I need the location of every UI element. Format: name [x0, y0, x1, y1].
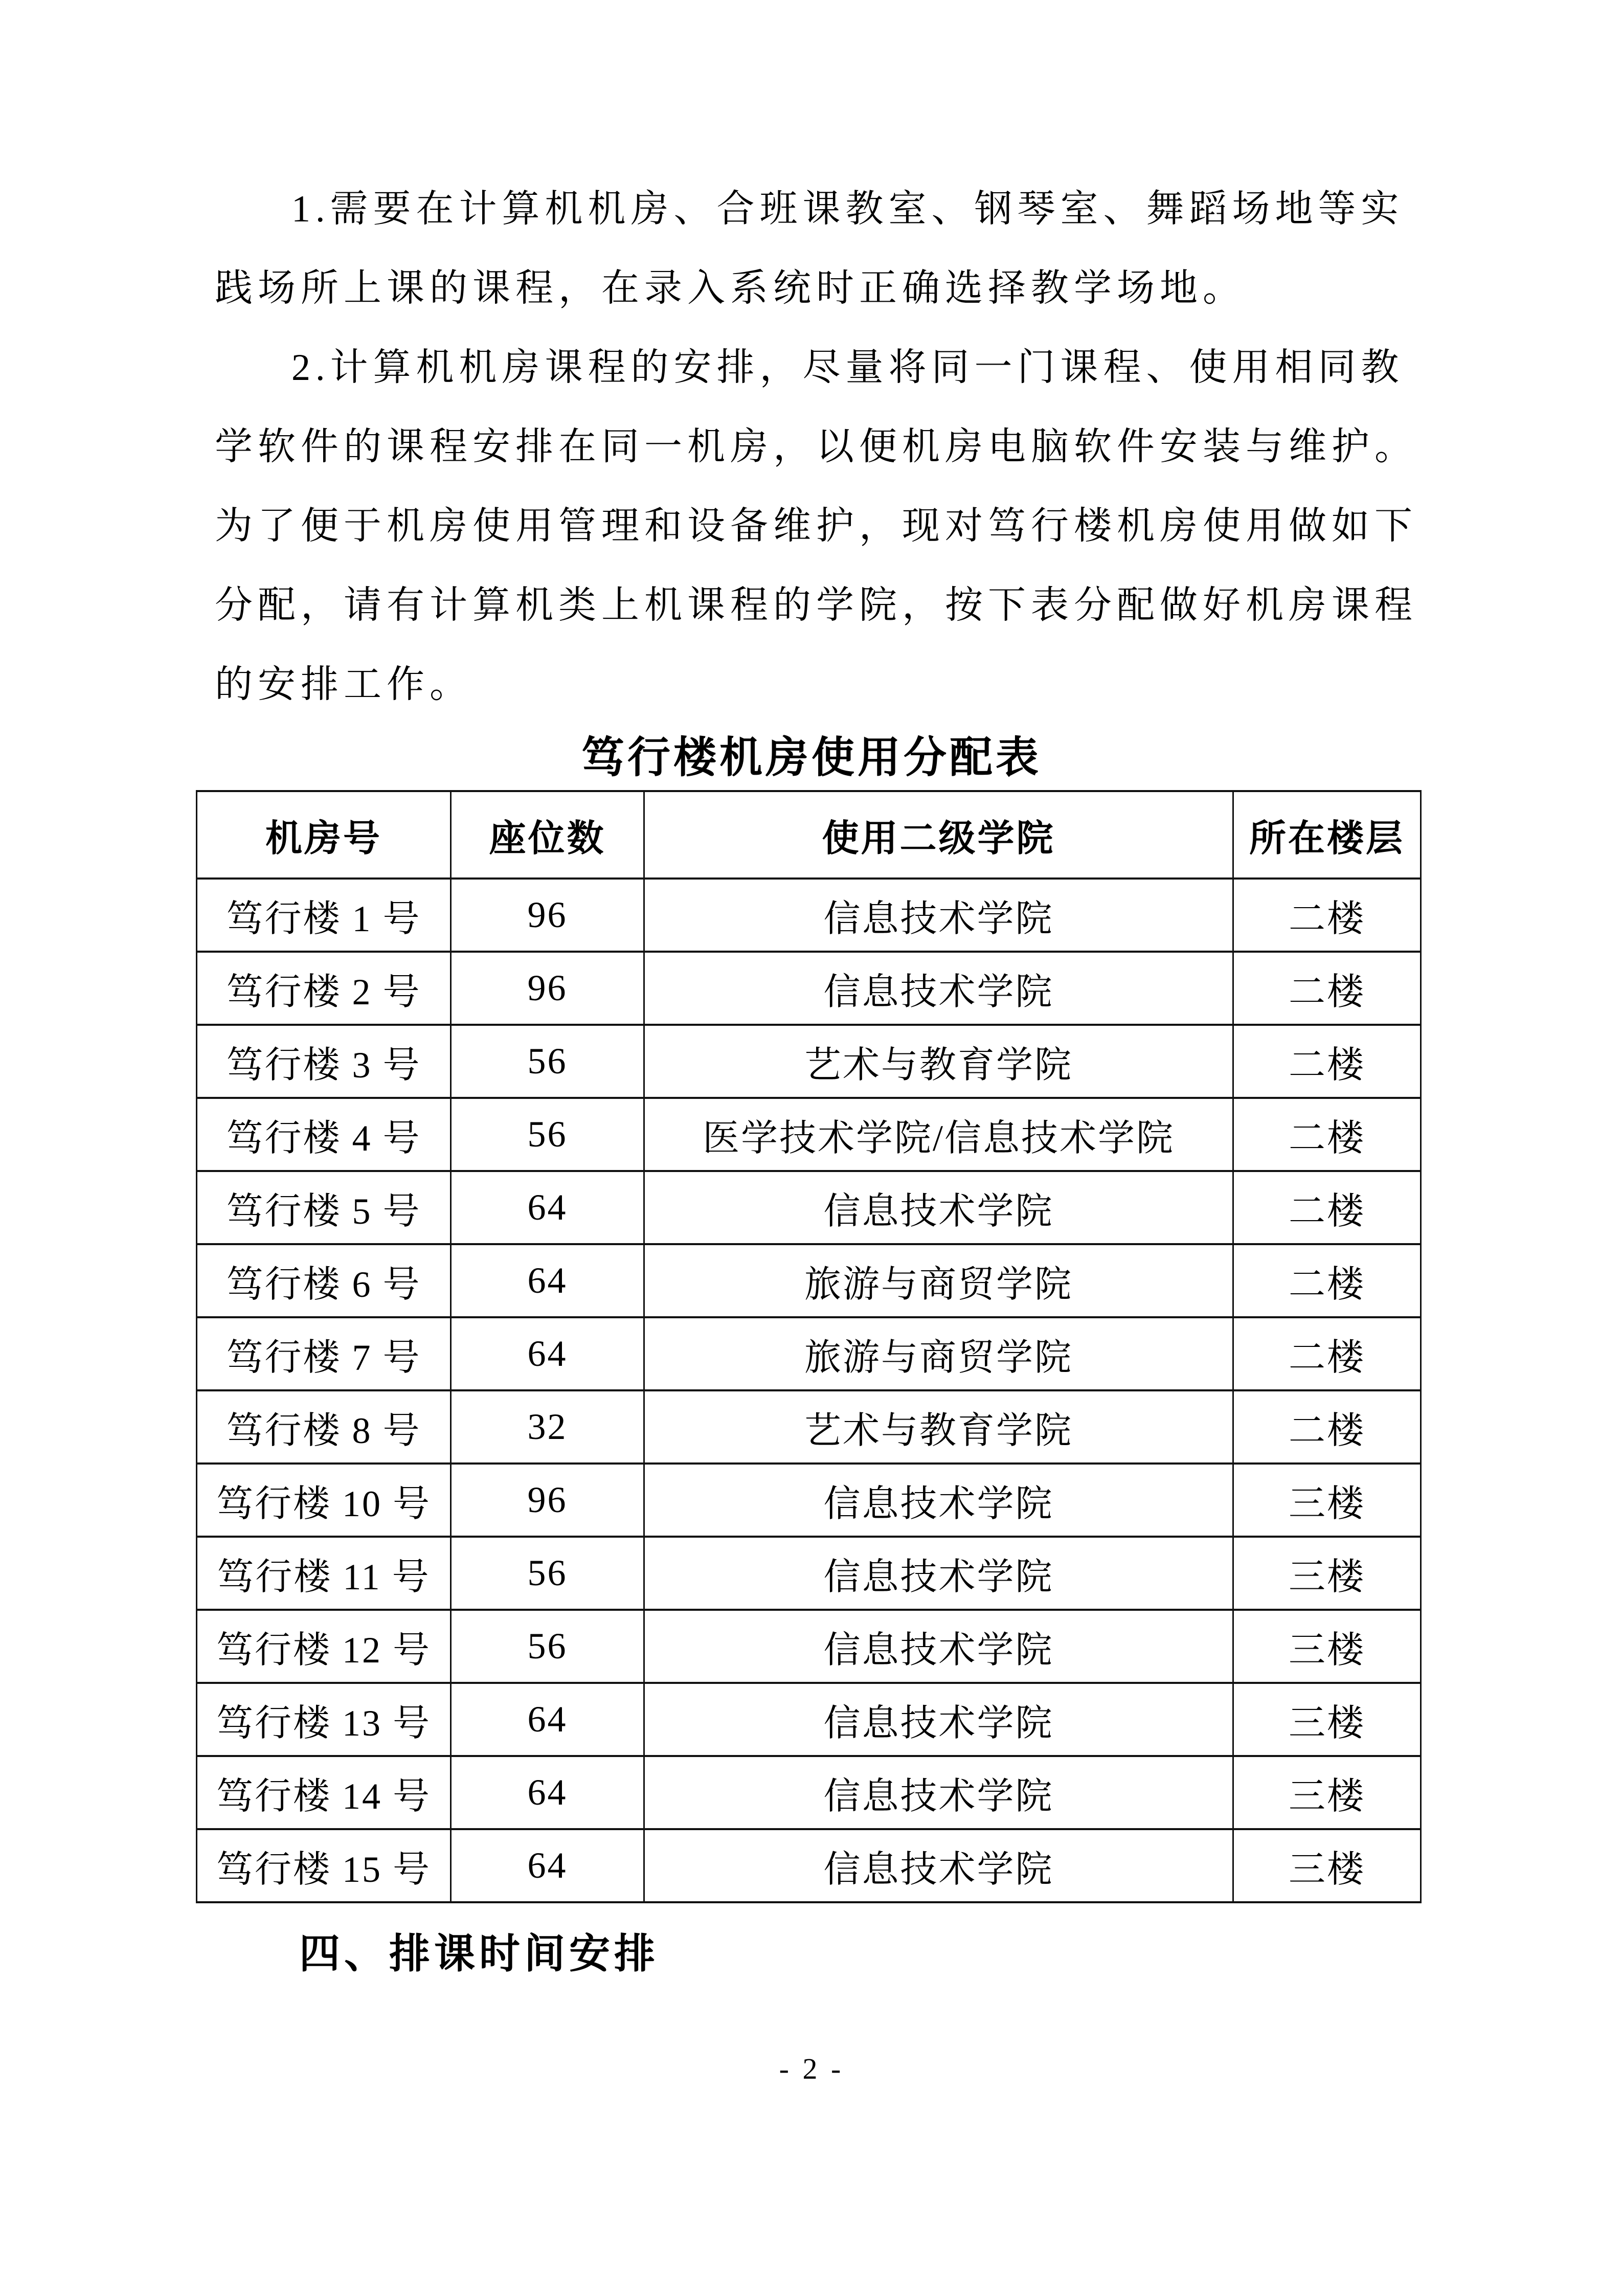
table-header-row — [197, 791, 1421, 879]
cell-floor: 三楼 — [1233, 1464, 1421, 1537]
cell-floor: 二楼 — [1233, 879, 1421, 952]
table-row — [197, 1756, 1421, 1829]
table-row — [197, 1829, 1421, 1902]
cell-room: 笃行楼 12 号 — [197, 1610, 451, 1683]
cell-room: 笃行楼 7 号 — [197, 1317, 451, 1390]
cell-college: 信息技术学院 — [644, 952, 1233, 1025]
cell-floor: 三楼 — [1233, 1683, 1421, 1756]
cell-seats: 56 — [451, 1098, 644, 1171]
table-row — [197, 1098, 1421, 1171]
cell-college: 信息技术学院 — [644, 1829, 1233, 1902]
header-floor: 所在楼层 — [1233, 791, 1421, 879]
cell-college: 信息技术学院 — [644, 879, 1233, 952]
cell-seats: 56 — [451, 1025, 644, 1098]
cell-college: 旅游与商贸学院 — [644, 1317, 1233, 1390]
paragraph-line: 学软件的课程安排在同一机房，以便机房电脑软件安装与维护。 — [215, 426, 1417, 468]
cell-room: 笃行楼 5 号 — [197, 1171, 451, 1244]
table-row — [197, 1683, 1421, 1756]
cell-floor: 二楼 — [1233, 1025, 1421, 1098]
cell-room: 笃行楼 4 号 — [197, 1098, 451, 1171]
table-row — [197, 1244, 1421, 1317]
cell-seats: 96 — [451, 879, 644, 952]
cell-college: 信息技术学院 — [644, 1464, 1233, 1537]
cell-room: 笃行楼 15 号 — [197, 1829, 451, 1902]
cell-college: 信息技术学院 — [644, 1537, 1233, 1610]
paragraph-line: 为了便于机房使用管理和设备维护，现对笃行楼机房使用做如下 — [215, 505, 1417, 547]
cell-college: 信息技术学院 — [644, 1756, 1233, 1829]
paragraph-line: 1.需要在计算机机房、合班课教室、钢琴室、舞蹈场地等实 — [291, 188, 1404, 230]
cell-college: 艺术与教育学院 — [644, 1390, 1233, 1464]
table-title: 笃行楼机房使用分配表 — [581, 734, 1042, 782]
cell-floor: 二楼 — [1233, 1244, 1421, 1317]
cell-room: 笃行楼 8 号 — [197, 1390, 451, 1464]
cell-college: 旅游与商贸学院 — [644, 1244, 1233, 1317]
paragraph-line: 的安排工作。 — [215, 664, 472, 706]
table-row — [197, 1317, 1421, 1390]
cell-floor: 三楼 — [1233, 1829, 1421, 1902]
cell-college: 艺术与教育学院 — [644, 1025, 1233, 1098]
cell-college: 信息技术学院 — [644, 1171, 1233, 1244]
cell-room: 笃行楼 10 号 — [197, 1464, 451, 1537]
table-row — [197, 1537, 1421, 1610]
cell-college: 医学技术学院/信息技术学院 — [644, 1098, 1233, 1171]
cell-seats: 64 — [451, 1171, 644, 1244]
cell-seats: 96 — [451, 1464, 644, 1537]
cell-room: 笃行楼 11 号 — [197, 1537, 451, 1610]
cell-seats: 96 — [451, 952, 644, 1025]
cell-floor: 二楼 — [1233, 1390, 1421, 1464]
header-room: 机房号 — [197, 791, 451, 879]
cell-floor: 三楼 — [1233, 1756, 1421, 1829]
allocation-table — [196, 790, 1422, 1903]
cell-floor: 二楼 — [1233, 1171, 1421, 1244]
cell-floor: 二楼 — [1233, 1317, 1421, 1390]
cell-floor: 三楼 — [1233, 1610, 1421, 1683]
cell-room: 笃行楼 6 号 — [197, 1244, 451, 1317]
paragraph-line: 践场所上课的课程，在录入系统时正确选择教学场地。 — [215, 267, 1246, 309]
cell-floor: 二楼 — [1233, 952, 1421, 1025]
cell-floor: 三楼 — [1233, 1537, 1421, 1610]
cell-seats: 64 — [451, 1756, 644, 1829]
table-row — [197, 952, 1421, 1025]
cell-room: 笃行楼 2 号 — [197, 952, 451, 1025]
cell-floor: 二楼 — [1233, 1098, 1421, 1171]
cell-room: 笃行楼 14 号 — [197, 1756, 451, 1829]
table-row — [197, 1171, 1421, 1244]
header-seats: 座位数 — [451, 791, 644, 879]
cell-college: 信息技术学院 — [644, 1683, 1233, 1756]
cell-room: 笃行楼 1 号 — [197, 879, 451, 952]
cell-seats: 64 — [451, 1317, 644, 1390]
cell-room: 笃行楼 13 号 — [197, 1683, 451, 1756]
paragraph-line: 分配，请有计算机类上机课程的学院，按下表分配做好机房课程 — [215, 584, 1417, 626]
cell-seats: 64 — [451, 1829, 644, 1902]
cell-seats: 56 — [451, 1610, 644, 1683]
header-college: 使用二级学院 — [644, 791, 1233, 879]
cell-seats: 56 — [451, 1537, 644, 1610]
table-row — [197, 1464, 1421, 1537]
cell-seats: 32 — [451, 1390, 644, 1464]
section-heading: 四、排课时间安排 — [299, 1932, 659, 1977]
cell-seats: 64 — [451, 1244, 644, 1317]
cell-seats: 64 — [451, 1683, 644, 1756]
table-row — [197, 1390, 1421, 1464]
paragraph-line: 2.计算机机房课程的安排，尽量将同一门课程、使用相同教 — [291, 347, 1404, 389]
cell-room: 笃行楼 3 号 — [197, 1025, 451, 1098]
table-row — [197, 1610, 1421, 1683]
table-row — [197, 1025, 1421, 1098]
body-text — [215, 170, 1442, 725]
page-number: - 2 - — [779, 2052, 844, 2085]
cell-college: 信息技术学院 — [644, 1610, 1233, 1683]
table-row — [197, 879, 1421, 952]
